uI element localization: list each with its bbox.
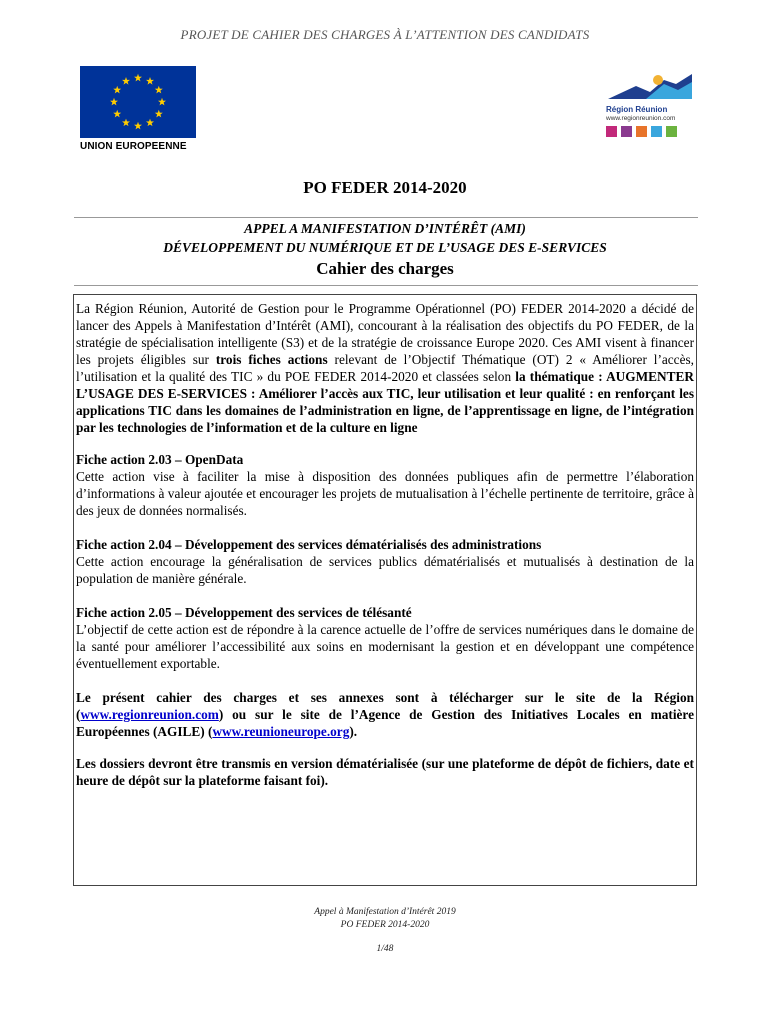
intro-bold: trois fiches actions: [215, 352, 328, 367]
content-box: [73, 294, 697, 886]
page-number: 1/48: [376, 944, 394, 954]
eu-label: UNION EUROPEENNE: [80, 141, 187, 152]
fiche-title: Fiche action 2.04 – Développement des services dématérialisés des administrations: [76, 537, 542, 552]
eu-logo: [80, 66, 196, 152]
intro-theme-bold: la thématique : AUGMENTER L’USAGE DES E-SERVICES : Améliorer l’accès aux TIC, leur utilisation et leur qualité : en renforçant les applications TIC dans les domaines de l’administration en ligne, de l’apprentissage en ligne, de l’intégration par les technologies de l’information et de la culture en ligne: [76, 369, 694, 435]
fiche-text: L’objectif de cette action est de répondre à la carence actuelle de l’offre de services numériques dans le domaine de la santé pour améliorer l’accessibilité aux soins en modernisant la gestion et en développant une compétence éventuellement exportable.: [76, 622, 694, 671]
intro-paragraph: [76, 300, 694, 436]
agile-link[interactable]: www.reunioneurope.org: [212, 724, 350, 739]
download-text: Le présent cahier des charges et ses annexes sont à télécharger sur le site de la Région (: [76, 690, 694, 722]
intro-text: La Région Réunion, Autorité de Gestion pour le Programme Opérationnel (PO) FEDER 2014-2020 a décidé de lancer des Appels à Manifestation d’Intérêt (AMI), concourant à la réalisation des objectifs du PO FEDER, de la stratégie de spécialisation intelligente (S3) et de la stratégie de croissance Europe 2020. Ces AMI visent à financer les projets éligibles sur: [76, 301, 694, 367]
color-squares: [606, 126, 696, 137]
square-purple: [621, 126, 632, 137]
fiche-text: Cette action vise à faciliter la mise à disposition des données publiques afin de permettre l’élaboration d’informations à valeur ajoutée et encourager les projets de mutualisation à l’échelle pertinente de territoire, grâce à des jeux de données normalisés.: [76, 469, 694, 518]
document-subtitle: Cahier des charges: [316, 259, 454, 278]
divider: [74, 217, 698, 218]
footer-line1: Appel à Manifestation d’Intérêt 2019: [314, 907, 456, 917]
region-url: www.regionreunion.com: [606, 115, 676, 122]
divider: [74, 285, 698, 286]
document-title: PO FEDER 2014-2020: [303, 178, 467, 197]
square-orange: [636, 126, 647, 137]
square-blue: [651, 126, 662, 137]
square-green: [666, 126, 677, 137]
submission-paragraph: Les dossiers devront être transmis en version dématérialisée (sur une plateforme de dépôt de fichiers, date et heure de dépôt sur la plateforme faisant foi).: [76, 756, 694, 788]
region-link[interactable]: www.regionreunion.com: [80, 707, 219, 722]
download-paragraph: [76, 689, 694, 740]
fiche-text: Cette action encourage la généralisation de services publics dématérialisés et mutualisés à destination de la population de manière générale.: [76, 554, 694, 586]
ami-title: APPEL A MANIFESTATION D’INTÉRÊT (AMI): [244, 221, 526, 236]
mountain-sun-icon: [606, 72, 694, 100]
fiche-title: Fiche action 2.03 – OpenData: [76, 452, 244, 467]
download-text: ).: [349, 724, 358, 739]
header-note: PROJET DE CAHIER DES CHARGES À L’ATTENTION DES CANDIDATS: [180, 27, 590, 42]
footer-line2: PO FEDER 2014-2020: [340, 920, 430, 930]
fiche-title: Fiche action 2.05 – Développement des services de télésanté: [76, 605, 412, 620]
intro-text: relevant de l’Objectif Thématique (OT) 2 « Améliorer l’accès, l’utilisation et la qualité des TIC » du POE FEDER 2014-2020 et classées selon: [76, 352, 694, 384]
ami-theme: DÉVELOPPEMENT DU NUMÉRIQUE ET DE L’USAGE DES E-SERVICES: [163, 240, 607, 255]
region-reunion-logo: [606, 72, 696, 137]
square-magenta: [606, 126, 617, 137]
region-name: Région Réunion: [606, 105, 668, 114]
download-text: ) ou sur le site de l’Agence de Gestion des Initiatives Locales en matière Européennes (AGILE) (: [76, 707, 694, 739]
eu-flag-icon: [80, 66, 196, 138]
